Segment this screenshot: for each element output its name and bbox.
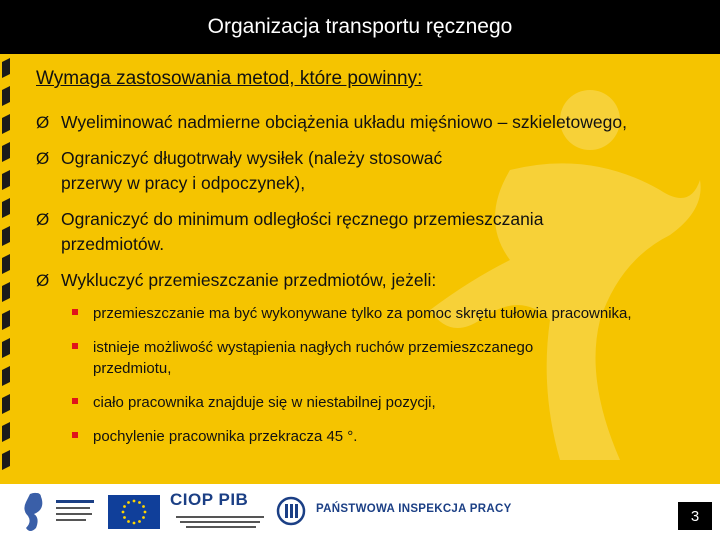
section-heading: Wymaga zastosowania metod, które powinny: xyxy=(36,68,423,89)
eu-flag-logo xyxy=(108,495,160,529)
sub-bullet-list xyxy=(61,303,716,447)
list-item xyxy=(36,207,716,257)
title-bar xyxy=(0,0,720,54)
sub-list-item xyxy=(61,337,716,379)
left-edge-decoration xyxy=(0,54,14,484)
slide-title: Organizacja transportu ręcznego xyxy=(207,15,513,38)
list-item xyxy=(36,268,716,447)
list-item-text: Wykluczyć przemieszczanie przedmiotów, jeżeli: xyxy=(61,270,437,290)
footer-logo-bar xyxy=(0,484,720,540)
sub-list-item xyxy=(61,426,716,447)
slide-content xyxy=(36,68,716,460)
list-item-text: Wyeliminować nadmierne obciążenia układu mięśniowo – szkieletowego, xyxy=(61,112,627,132)
sub-list-item-text: ciało pracownika znajduje się w niestabilnej pozycji, xyxy=(93,394,436,411)
sub-list-item xyxy=(61,392,716,413)
arrow-bullet-icon: Ø xyxy=(36,149,50,168)
sub-list-item-text: przemieszczanie ma być wykonywane tylko za pomoc skrętu tułowia pracownika, xyxy=(93,305,632,322)
page-number: 3 xyxy=(678,502,712,530)
bullet-list xyxy=(36,110,716,447)
arrow-bullet-icon: Ø xyxy=(36,271,50,290)
sub-list-item xyxy=(61,303,716,324)
square-bullet-icon xyxy=(72,398,78,404)
arrow-bullet-icon: Ø xyxy=(36,210,50,229)
arrow-bullet-icon: Ø xyxy=(36,113,50,132)
square-bullet-icon xyxy=(72,343,78,349)
ciop-subtitle-lines xyxy=(176,514,264,528)
list-item-text: Ograniczyć długotrwały wysiłek (należy stosować przerwy w pracy i odpoczynek), xyxy=(61,148,443,193)
eu-osha-logo xyxy=(20,488,100,536)
sub-list-item-text: pochylenie pracownika przekracza 45 °. xyxy=(93,428,358,445)
ciop-pib-logo xyxy=(170,490,270,534)
list-item xyxy=(36,110,716,135)
square-bullet-icon xyxy=(72,309,78,315)
ciop-pib-label: CIOP PIB xyxy=(170,490,249,509)
list-item xyxy=(36,146,716,196)
square-bullet-icon xyxy=(72,432,78,438)
list-item-text: Ograniczyć do minimum odległości ręcznego przemieszczania przedmiotów. xyxy=(61,209,544,254)
pip-emblem-logo xyxy=(276,496,306,526)
sub-list-item-text: istnieje możliwość wystąpienia nagłych ruchów przemieszczanego przedmiotu, xyxy=(93,339,534,377)
pip-label: PAŃSTWOWA INSPEKCJA PRACY xyxy=(316,503,512,515)
